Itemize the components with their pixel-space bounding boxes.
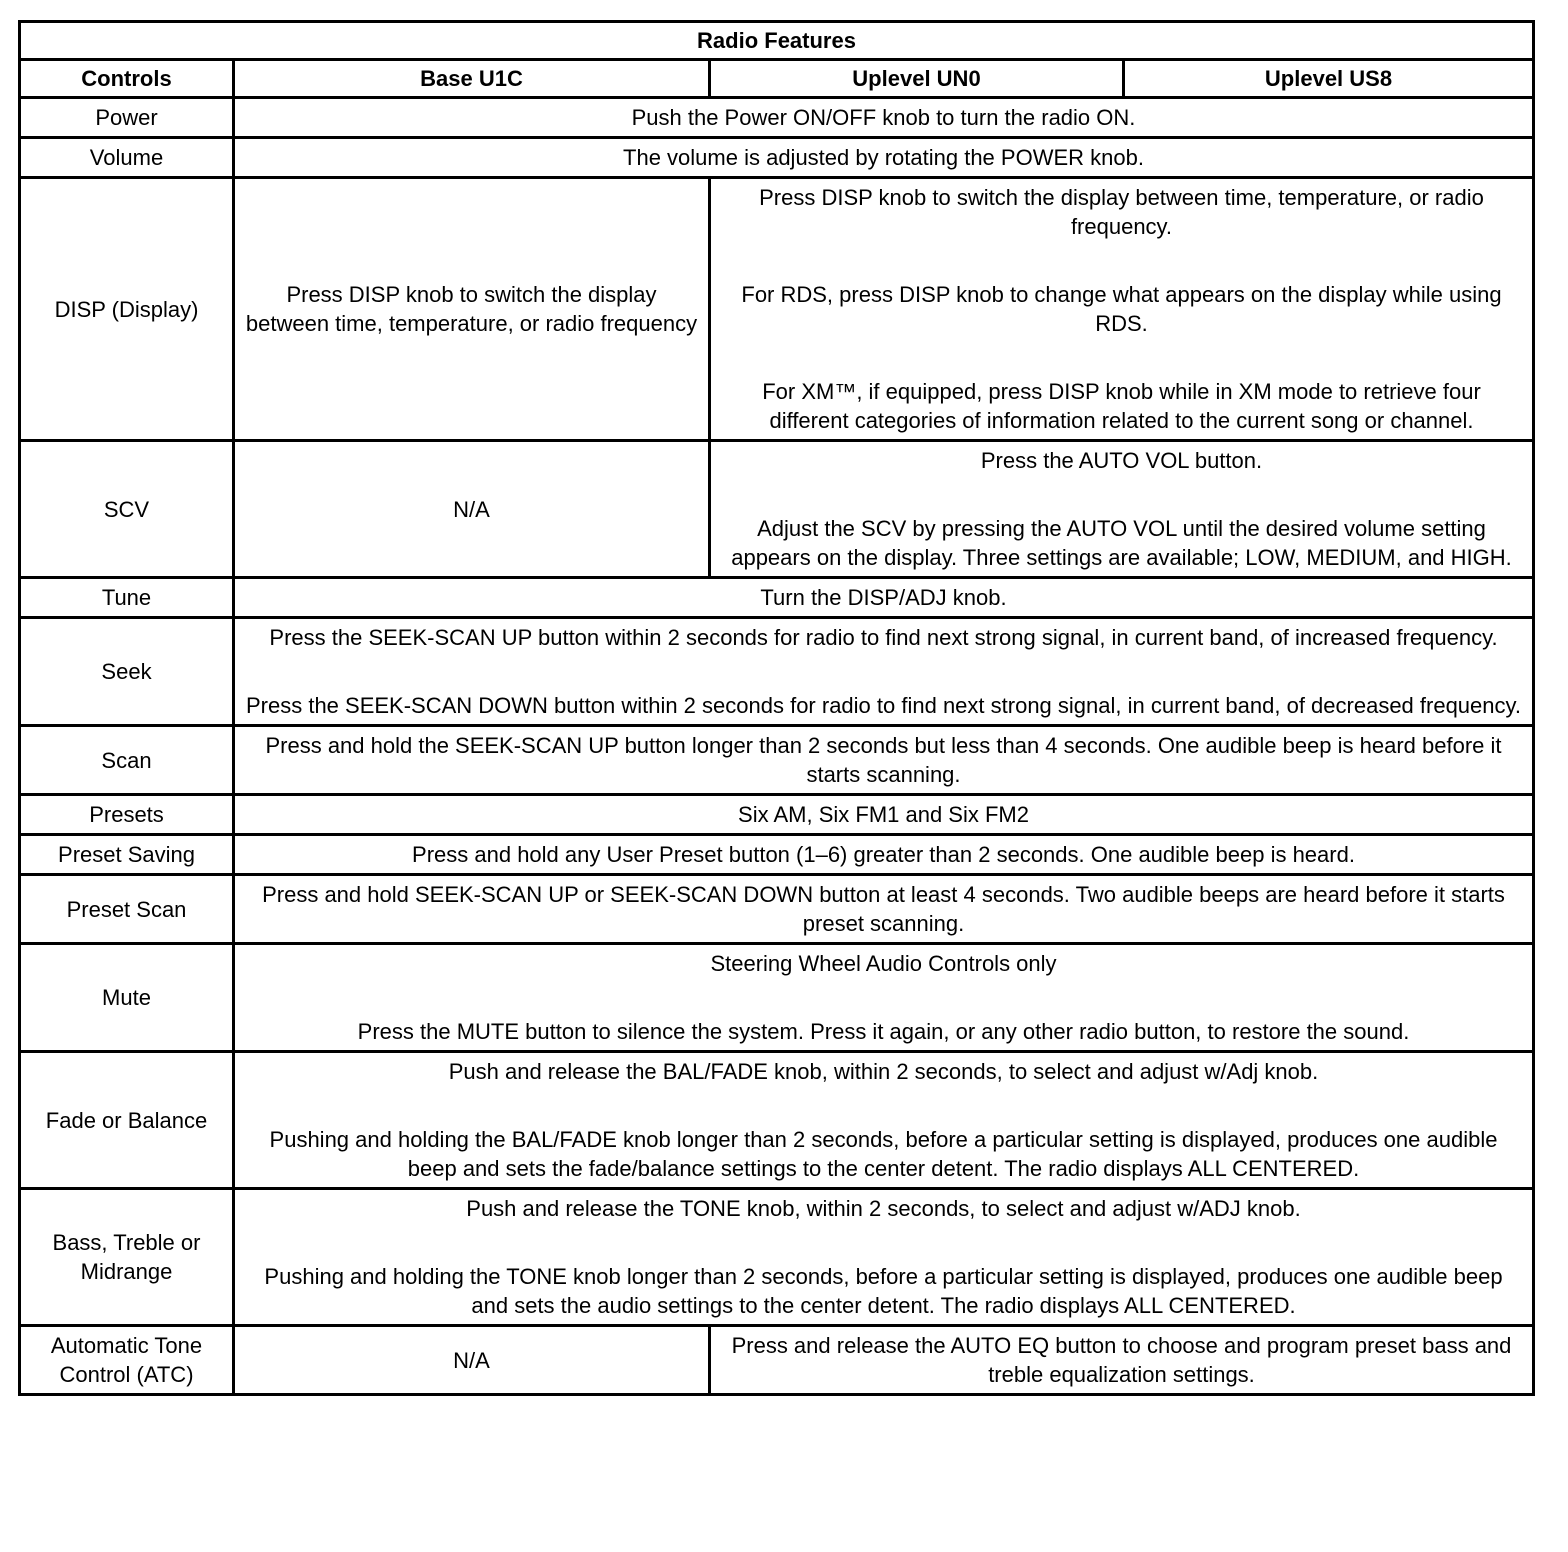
title-row (20, 22, 1534, 60)
description-paragraph: Pushing and holding the BAL/FADE knob longer than 2 seconds, before a particular setting is displayed, produces one audible beep and sets the fade/balance settings to the center detent. The radio displays ALL CENTERED. (269, 1127, 1498, 1181)
description-cell: Press and hold the SEEK-SCAN UP button longer than 2 seconds but less than 4 seconds. One audible beep is heard before it starts scanning. (234, 726, 1534, 795)
table-row (20, 726, 1534, 795)
description-paragraph: Adjust the SCV by pressing the AUTO VOL until the desired volume setting appears on the display. Three settings are available; LOW, MEDIUM, and HIGH. (731, 516, 1512, 570)
table-row (20, 835, 1534, 875)
description-paragraph: Steering Wheel Audio Controls only (710, 951, 1057, 976)
uplevel-description-cell (710, 178, 1534, 441)
control-cell: DISP (Display) (20, 178, 234, 441)
control-cell: Scan (20, 726, 234, 795)
table-row (20, 795, 1534, 835)
table-title: Radio Features (20, 22, 1534, 60)
control-cell: Bass, Treble or Midrange (20, 1189, 234, 1326)
base-description-cell: N/A (234, 441, 710, 578)
table-row (20, 1189, 1534, 1326)
header-uplevel-us8: Uplevel US8 (1124, 60, 1534, 98)
uplevel-description-cell: Press and release the AUTO EQ button to choose and program preset bass and treble equalization settings. (710, 1326, 1534, 1395)
header-row (20, 60, 1534, 98)
control-cell: Volume (20, 138, 234, 178)
description-paragraph: For RDS, press DISP knob to change what appears on the display while using RDS. (741, 282, 1502, 336)
description-paragraph: Pushing and holding the TONE knob longer than 2 seconds, before a particular setting is displayed, produces one audible beep and sets the audio settings to the center detent. The radio displays ALL CENTERED. (264, 1264, 1503, 1318)
table-row (20, 178, 1534, 441)
control-cell: Power (20, 98, 234, 138)
description-paragraph: Press DISP knob to switch the display between time, temperature, or radio frequency. (759, 185, 1484, 239)
table-row (20, 875, 1534, 944)
radio-features-table (18, 20, 1535, 1396)
table-row (20, 441, 1534, 578)
control-cell: Seek (20, 618, 234, 726)
description-cell: Press and hold SEEK-SCAN UP or SEEK-SCAN DOWN button at least 4 seconds. Two audible beeps are heard before it starts preset scanning. (234, 875, 1534, 944)
description-cell: Turn the DISP/ADJ knob. (234, 578, 1534, 618)
control-cell: Automatic Tone Control (ATC) (20, 1326, 234, 1395)
table-row (20, 578, 1534, 618)
control-cell: Mute (20, 944, 234, 1052)
description-cell (234, 1052, 1534, 1189)
description-paragraph: Push and release the BAL/FADE knob, within 2 seconds, to select and adjust w/Adj knob. (448, 1059, 1319, 1084)
description-cell: Push the Power ON/OFF knob to turn the radio ON. (234, 98, 1534, 138)
control-cell: Presets (20, 795, 234, 835)
control-cell: Fade or Balance (20, 1052, 234, 1189)
uplevel-description-cell (710, 441, 1534, 578)
header-uplevel-un0: Uplevel UN0 (710, 60, 1124, 98)
description-paragraph: For XM™, if equipped, press DISP knob while in XM mode to retrieve four different categories of information related to the current song or channel. (762, 379, 1481, 433)
control-cell: SCV (20, 441, 234, 578)
description-cell (234, 618, 1534, 726)
description-cell (234, 1189, 1534, 1326)
description-paragraph: Press the AUTO VOL button. (980, 448, 1263, 473)
description-cell: Six AM, Six FM1 and Six FM2 (234, 795, 1534, 835)
table-row (20, 98, 1534, 138)
header-base-u1c: Base U1C (234, 60, 710, 98)
control-cell: Preset Scan (20, 875, 234, 944)
header-controls: Controls (20, 60, 234, 98)
table-row (20, 1326, 1534, 1395)
description-paragraph: Press the MUTE button to silence the system. Press it again, or any other radio button, to restore the sound. (357, 1019, 1410, 1044)
table-row (20, 138, 1534, 178)
control-cell: Tune (20, 578, 234, 618)
description-cell: Press and hold any User Preset button (1–6) greater than 2 seconds. One audible beep is heard. (234, 835, 1534, 875)
description-cell: The volume is adjusted by rotating the POWER knob. (234, 138, 1534, 178)
table-row (20, 1052, 1534, 1189)
description-paragraph: Press the SEEK-SCAN DOWN button within 2 seconds for radio to find next strong signal, in current band, of decreased frequency. (245, 693, 1521, 718)
description-paragraph: Press the SEEK-SCAN UP button within 2 seconds for radio to find next strong signal, in current band, of increased frequency. (269, 625, 1498, 650)
table-row (20, 944, 1534, 1052)
control-cell: Preset Saving (20, 835, 234, 875)
base-description-cell: Press DISP knob to switch the display between time, temperature, or radio frequency (234, 178, 710, 441)
description-cell (234, 944, 1534, 1052)
base-description-cell: N/A (234, 1326, 710, 1395)
description-paragraph: Push and release the TONE knob, within 2 seconds, to select and adjust w/ADJ knob. (466, 1196, 1301, 1221)
table-row (20, 618, 1534, 726)
